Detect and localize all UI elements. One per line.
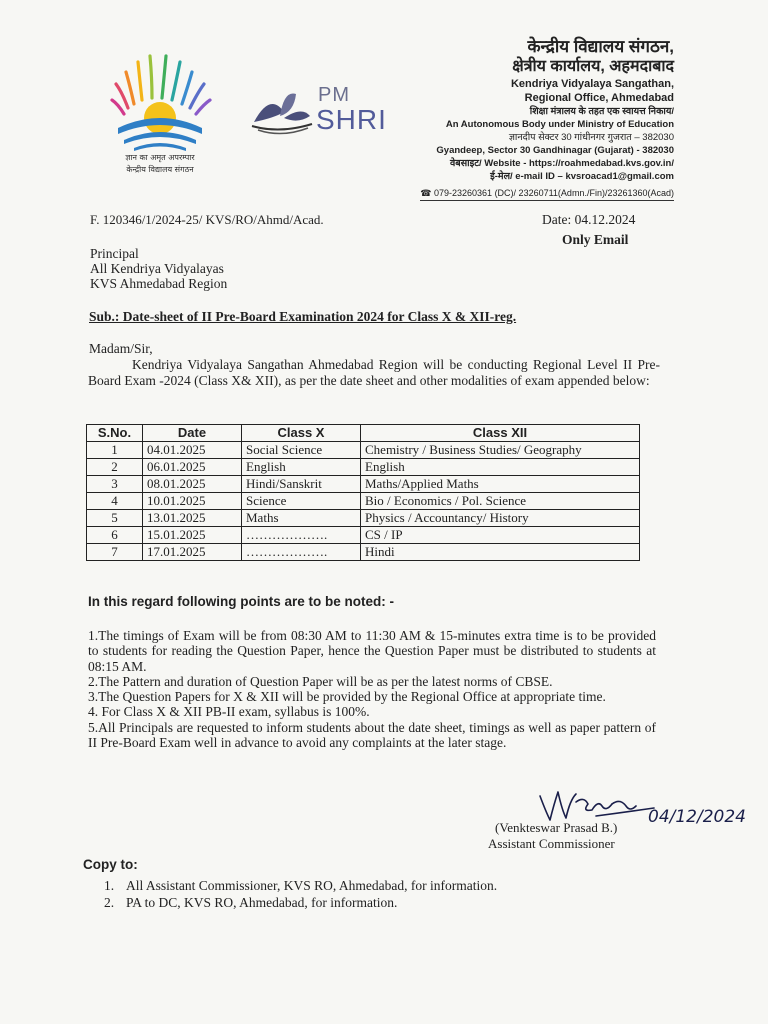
table-cell: 06.01.2025 bbox=[143, 459, 242, 476]
table-cell: ………………. bbox=[242, 527, 361, 544]
table-cell: 3 bbox=[87, 476, 143, 493]
letter-date: Date: 04.12.2024 bbox=[542, 212, 636, 227]
letterhead bbox=[374, 37, 674, 201]
table-row bbox=[87, 476, 640, 493]
intro-paragraph: Kendriya Vidyalaya Sangathan Ahmedabad Region will be conducting Regional Level II Pre-Board Exam -2024 (Class X& XII), as per the date sheet and other modalities of exam appended below: bbox=[88, 357, 660, 388]
table-cell: Chemistry / Business Studies/ Geography bbox=[361, 442, 640, 459]
table-cell: Bio / Economics / Pol. Science bbox=[361, 493, 640, 510]
table-row bbox=[87, 510, 640, 527]
kvs-emblem-icon bbox=[104, 48, 216, 158]
table-cell: English bbox=[242, 459, 361, 476]
delivery-mode: Only Email bbox=[562, 232, 629, 247]
website: वेबसाइट/ Website - https://roahmedabad.kvs.gov.in/ bbox=[449, 158, 674, 169]
table-cell: 15.01.2025 bbox=[143, 527, 242, 544]
office-name-english: Regional Office, Ahmedabad bbox=[524, 92, 674, 104]
table-cell: Science bbox=[242, 493, 361, 510]
copy-to-list bbox=[104, 877, 497, 911]
table-header-row bbox=[87, 425, 640, 442]
table-row bbox=[87, 493, 640, 510]
table-cell: Hindi bbox=[361, 544, 640, 561]
shri-text: SHRI bbox=[316, 104, 387, 135]
address-hindi: ज्ञानदीप सेक्टर 30 गांधीनगर गुजरात – 382030 bbox=[508, 132, 674, 143]
table-cell: 5 bbox=[87, 510, 143, 527]
email: ई-मेल/ e-mail ID – kvsroacad1@gmail.com bbox=[490, 171, 674, 182]
table-cell: 4 bbox=[87, 493, 143, 510]
address-english: Gyandeep, Sector 30 Gandhinagar (Gujarat) - 382030 bbox=[436, 145, 674, 156]
table-cell: 6 bbox=[87, 527, 143, 544]
table-cell: Social Science bbox=[242, 442, 361, 459]
addressee bbox=[90, 246, 227, 291]
signatory-designation: Assistant Commissioner bbox=[488, 836, 615, 851]
table-row bbox=[87, 527, 640, 544]
note-item: 3.The Question Papers for X & XII will be provided by the Regional Office at appropriate time. bbox=[88, 689, 606, 705]
table-cell: 10.01.2025 bbox=[143, 493, 242, 510]
signatory-name: (Venkteswar Prasad B.) bbox=[495, 820, 618, 835]
note-item: 5.All Principals are requested to inform students about the date sheet, timings as well as paper pattern of II Pre-Board Exam well in advance to avoid any complaints at the later stage. bbox=[88, 719, 656, 751]
note-item: 4. For Class X & XII PB-II exam, syllabus is 100%. bbox=[88, 704, 370, 720]
table-cell: 17.01.2025 bbox=[143, 544, 242, 561]
addressee-line: All Kendriya Vidyalayas bbox=[90, 261, 224, 276]
table-cell: 1 bbox=[87, 442, 143, 459]
copy-to-item: 2. PA to DC, KVS RO, Ahmedabad, for information. bbox=[104, 895, 398, 910]
addressee-line: KVS Ahmedabad Region bbox=[90, 276, 228, 291]
table-cell: 08.01.2025 bbox=[143, 476, 242, 493]
date-sheet-table bbox=[86, 424, 640, 561]
phone-numbers: ☎ 079-23260361 (DC)/ 23260711(Admn./Fin)/23261360(Acad) bbox=[420, 187, 674, 201]
notes-list bbox=[88, 628, 656, 750]
table-cell: 13.01.2025 bbox=[143, 510, 242, 527]
table-cell: English bbox=[361, 459, 640, 476]
column-header: Class X bbox=[242, 425, 361, 442]
note-item: 2.The Pattern and duration of Question Paper will be as per the latest norms of CBSE. bbox=[88, 673, 553, 689]
copy-to-heading: Copy to: bbox=[83, 857, 138, 872]
kvs-logo bbox=[104, 48, 216, 178]
table-cell: ………………. bbox=[242, 544, 361, 561]
ministry-hindi: शिक्षा मंत्रालय के तहत एक स्वायत्त निकाय/ bbox=[529, 106, 674, 117]
table-row bbox=[87, 459, 640, 476]
column-header: Class XII bbox=[361, 425, 640, 442]
copy-to-item: 1. All Assistant Commissioner, KVS RO, Ahmedabad, for information. bbox=[104, 878, 498, 893]
addressee-line: Principal bbox=[90, 246, 139, 261]
table-cell: Maths/Applied Maths bbox=[361, 476, 640, 493]
column-header: Date bbox=[143, 425, 242, 442]
ministry-english: An Autonomous Body under Ministry of Education bbox=[445, 119, 674, 130]
table-cell: 7 bbox=[87, 544, 143, 561]
org-name-english: Kendriya Vidyalaya Sangathan, bbox=[510, 78, 674, 90]
pm-text: PM bbox=[318, 84, 350, 106]
table-row bbox=[87, 442, 640, 459]
reference-number: F. 120346/1/2024-25/ KVS/RO/Ahmd/Acad. bbox=[90, 212, 324, 227]
table-cell: Maths bbox=[242, 510, 361, 527]
table-cell: CS / IP bbox=[361, 527, 640, 544]
signature-date: 04/12/2024 bbox=[648, 807, 746, 827]
note-item: 1.The timings of Exam will be from 08:30 AM to 11:30 AM & 15-minutes extra time is to be provided to students for reading the Question Paper, hence the Question Paper must be distributed to students at 08:15 AM. bbox=[88, 628, 656, 674]
salutation: Madam/Sir, bbox=[89, 341, 153, 356]
table-cell: 04.01.2025 bbox=[143, 442, 242, 459]
table-cell: Hindi/Sanskrit bbox=[242, 476, 361, 493]
org-name-hindi: केन्द्रीय विद्यालय संगठन, bbox=[527, 37, 674, 56]
logo-motto: ज्ञान का अमृत अपरम्पार bbox=[125, 153, 195, 162]
logo-org-name: केन्द्रीय विद्यालय संगठन bbox=[126, 165, 194, 174]
table-cell: Physics / Accountancy/ History bbox=[361, 510, 640, 527]
lotus-icon bbox=[250, 82, 314, 140]
table-row bbox=[87, 544, 640, 561]
office-name-hindi: क्षेत्रीय कार्यालय, अहमदाबाद bbox=[512, 58, 674, 75]
table-cell: 2 bbox=[87, 459, 143, 476]
notes-heading: In this regard following points are to be noted: - bbox=[88, 594, 394, 609]
column-header: S.No. bbox=[87, 425, 143, 442]
subject-line: Sub.: Date-sheet of II Pre-Board Examination 2024 for Class X & XII-reg. bbox=[89, 309, 517, 324]
